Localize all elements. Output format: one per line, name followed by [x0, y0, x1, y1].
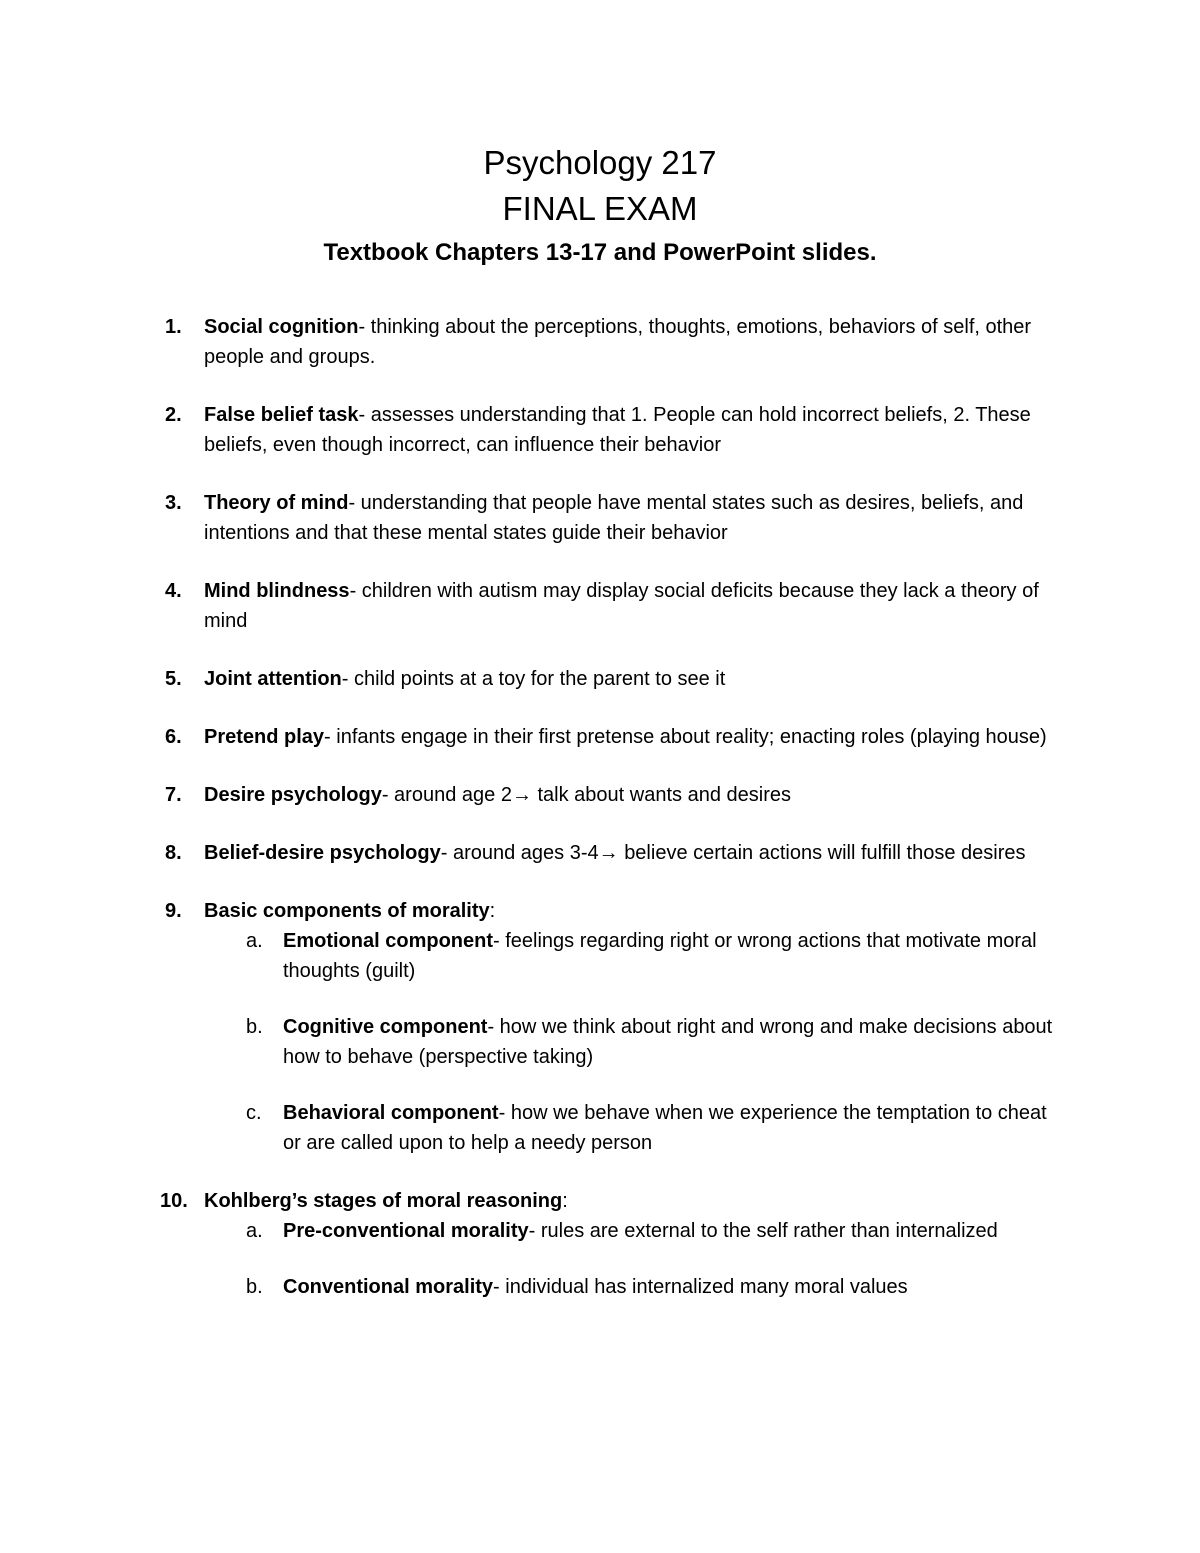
- item-term: Mind blindness: [204, 580, 350, 602]
- item-term: Pretend play: [204, 726, 325, 748]
- document-header: [0, 140, 1200, 274]
- sub-item-definition: - how we think about right and wrong and make decisions about how to behave (perspective taking): [283, 1016, 1053, 1068]
- sub-item-letter: b.: [246, 1276, 263, 1298]
- sub-item-letter: a.: [246, 1220, 263, 1242]
- item-number: 5.: [165, 668, 182, 690]
- sub-item-definition: - feelings regarding right or wrong actions that motivate moral thoughts (guilt): [283, 930, 1037, 982]
- sub-item-letter: a.: [246, 930, 263, 952]
- item-term: False belief task: [204, 404, 359, 426]
- list-item: [0, 838, 1049, 868]
- sub-item-definition: - rules are external to the self rather than internalized: [528, 1220, 998, 1242]
- item-term: Joint attention: [204, 668, 342, 690]
- item-definition: - around ages 3-4→ believe certain actions will fulfill those desires: [440, 842, 1026, 864]
- sub-item-letter: b.: [246, 1016, 263, 1038]
- item-definition: :: [562, 1190, 568, 1212]
- item-term: Kohlberg’s stages of moral reasoning: [204, 1190, 563, 1212]
- item-term: Theory of mind: [204, 492, 349, 514]
- sub-item-term: Pre-conventional morality: [283, 1220, 529, 1242]
- sub-item-definition: - individual has internalized many moral values: [493, 1276, 908, 1298]
- list-item: [0, 312, 1049, 372]
- item-definition: :: [489, 900, 496, 922]
- item-number: 1.: [165, 316, 182, 338]
- sub-item-term: Behavioral component: [283, 1102, 499, 1124]
- sub-item: [0, 926, 1053, 986]
- item-number: 9.: [165, 900, 182, 922]
- list-item: [0, 722, 1049, 752]
- course-title: Psychology 217: [483, 144, 717, 181]
- exam-title: FINAL EXAM: [502, 190, 698, 227]
- exam-coverage-note: Textbook Chapters 13-17 and PowerPoint slides.: [323, 239, 877, 266]
- item-term: Social cognition: [204, 316, 359, 338]
- list-item: [0, 400, 1049, 460]
- sub-item-term: Cognitive component: [283, 1016, 488, 1038]
- list-item: [0, 780, 1049, 810]
- item-number: 2.: [165, 404, 182, 426]
- list-item: [0, 896, 1049, 926]
- item-number: 10.: [160, 1190, 188, 1212]
- item-definition: - assesses understanding that 1. People can hold incorrect beliefs, 2. These beliefs, even though incorrect, can influence their behavior: [204, 404, 1031, 456]
- item-definition: - children with autism may display social deficits because they lack a theory of mind: [204, 580, 1039, 632]
- sub-item-term: Emotional component: [283, 930, 493, 952]
- item-term: Belief-desire psychology: [204, 842, 441, 864]
- list-item: [0, 664, 1049, 694]
- sub-item: [0, 1216, 1053, 1246]
- item-term: Desire psychology: [204, 784, 382, 806]
- item-number: 6.: [165, 726, 182, 748]
- item-definition: - child points at a toy for the parent to see it: [341, 668, 726, 690]
- sub-list: [0, 926, 1200, 1158]
- item-definition: - understanding that people have mental states such as desires, beliefs, and intentions and that these mental states guide their behavior: [204, 492, 1024, 544]
- sub-item-term: Conventional morality: [283, 1276, 494, 1298]
- list-item: [0, 1186, 1049, 1216]
- item-number: 7.: [165, 784, 182, 806]
- sub-item: [0, 1272, 1053, 1302]
- item-definition: - around age 2→ talk about wants and desires: [381, 784, 791, 806]
- item-definition: - infants engage in their first pretense about reality; enacting roles (playing house): [324, 726, 1047, 748]
- list-item: [0, 488, 1049, 548]
- item-number: 8.: [165, 842, 182, 864]
- item-number: 3.: [165, 492, 182, 514]
- term-list: [0, 312, 1200, 1302]
- sub-item: [0, 1098, 1053, 1158]
- sub-list: [0, 1216, 1200, 1302]
- sub-item-definition: - how we behave when we experience the temptation to cheat or are called upon to help a needy person: [283, 1102, 1047, 1154]
- list-item: [0, 576, 1049, 636]
- sub-item: [0, 1012, 1053, 1072]
- item-definition: - thinking about the perceptions, thoughts, emotions, behaviors of self, other people and groups.: [204, 316, 1032, 368]
- item-term: Basic components of morality: [204, 900, 490, 922]
- sub-item-letter: c.: [246, 1102, 262, 1124]
- item-number: 4.: [165, 580, 182, 602]
